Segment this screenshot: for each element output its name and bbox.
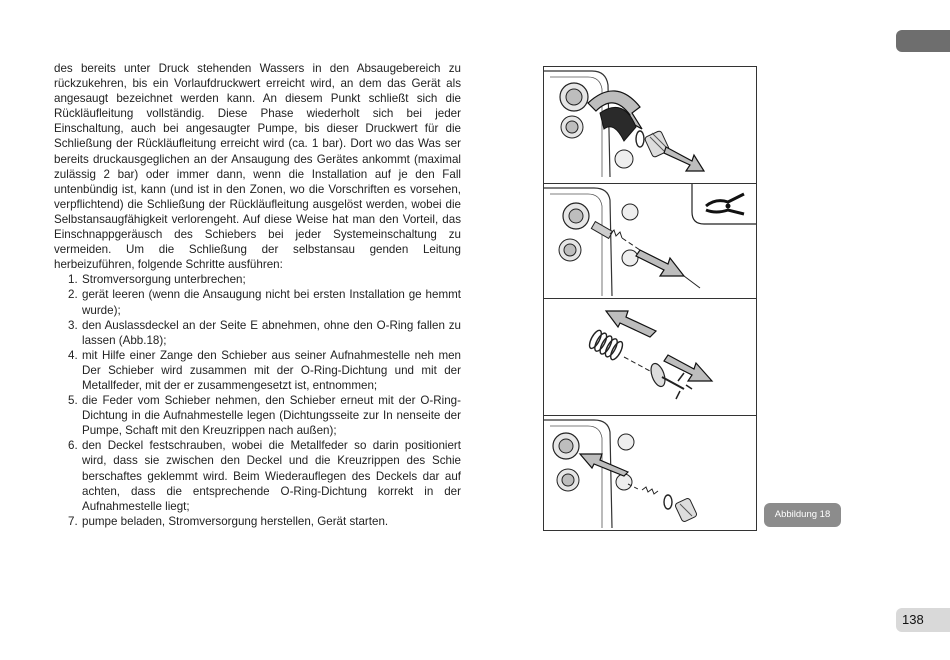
step-item [54,348,461,393]
step-item [54,287,461,317]
step-text: die Feder vom Schieber nehmen, den Schieber erneut mit der O-Ring-Dichtung in die Aufnahmestelle legen (Dichtungsseite zur In nenseite der Pumpe, Schaft mit den Kreuzrippen nach außen); [82,394,461,438]
step-item [54,514,461,529]
step-text: mit Hilfe einer Zange den Schieber aus seiner Aufnahmestelle neh men Der Schieber wird zusammen mit der O-Ring-Dichtung und mit der Metallfeder, mit der er zusammengesetzt ist, entnommen; [82,348,461,392]
figure-step-separate-spring [544,299,756,416]
step-text: den Deckel festschrauben, wobei die Metallfeder so darin positioniert wird, dass sie zwischen den Deckel und die Kreuzrippen des Schie berschaftes geklemmt wird. Beim Wiederauflegen des Deckels dar auf achten, dass die entsprechende O-Ring-Dichtung korrekt in der Aufnahmestelle liegt; [82,439,461,513]
step-number: 4. [68,348,78,362]
spring-slider-illustration [544,299,756,415]
body-paragraph: des bereits unter Druck stehenden Wassers in den Absaugebereich zu rückzukehren, bis ein Vorlaufdruckwert erreicht wird, an dem das Gerät als angesaugt bezeichnet werden kann. An diesem Punkt schließt sich die Rückläufleitung vollständig. Diese Phase wiederholt sich bei jeder Einschaltung, auch bei angesaugter Pumpe, bis dieser Druckwert für die Schließung der Rückläufleitung erreicht wird (ca. 1 bar). Dort wo das Was ser bereits druckausgeglichen an der Ansaugung des Gerätes ankommt (maximal zulässig 2 bar) oder immer dann, wenn die Installation auf je den Fall untenbündig ist, kann (und ist in den Zonen, wo die Vorschriften es vorsehen, verpflichtend) die Schließung der Rückläufleitung ausgelöst werden, wobei die Selbstansaugfähigkeit verlorengeht. Auf diese Weise hat man den Vorteil, das Einschnappgeräusch des Schiebers bei jeder Systemeinschaltung zu vermeiden. Um die Schließung der selbstansau genden Leitung herbeizuführen, folgende Schritte ausführen: [54,62,461,272]
step-text: Stromversorgung unterbrechen; [82,273,246,287]
reassembly-illustration [544,416,756,530]
step-number: 1. [68,273,78,287]
chapter-tab [896,30,950,52]
figure-step-remove-slider [544,184,756,299]
step-item [54,438,461,513]
figure-step-reassemble [544,416,756,530]
step-item [54,318,461,348]
step-text: den Auslassdeckel an der Seite E abnehmen, ohne den O-Ring fallen zu lassen (Abb.18); [82,318,461,347]
figure-caption: Abbildung 18 [764,503,841,527]
step-number: 6. [68,439,78,453]
pliers-illustration [544,184,756,298]
pump-cap-illustration [544,67,756,183]
step-number: 7. [68,514,78,528]
figure-step-remove-cap [544,67,756,184]
page-number: 138 [896,608,950,632]
step-list [54,272,461,529]
step-number: 2. [68,288,78,302]
instruction-text [54,61,461,529]
step-text: gerät leeren (wenn die Ansaugung nicht bei ersten Installation ge hemmt wurde); [82,288,461,317]
step-item [54,272,461,287]
figure-18 [543,66,757,531]
step-item [54,393,461,438]
step-text: pumpe beladen, Stromversorgung herstellen, Gerät starten. [82,514,389,528]
step-number: 3. [68,318,78,332]
step-number: 5. [68,394,78,408]
